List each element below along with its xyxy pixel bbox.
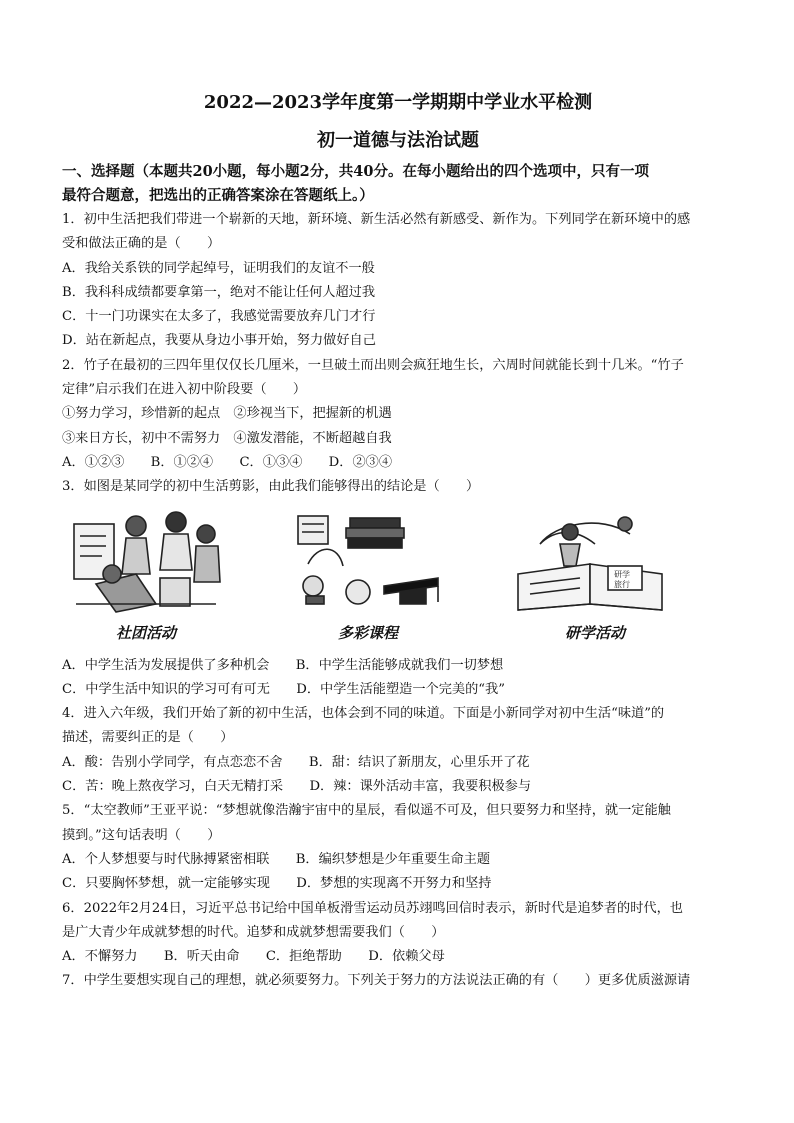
question-4	[62, 702, 734, 799]
section-heading	[62, 160, 734, 208]
club-activity-figure	[66, 504, 226, 654]
q1-option-a: A．我给关系铁的同学起绰号，证明我们的友谊不一般	[62, 260, 375, 276]
study-trip-figure	[510, 504, 670, 654]
question-3	[62, 475, 734, 702]
q2-choices: A．①②③ B．①②④ C．①③④ D．②③④	[62, 454, 393, 470]
q6-stem-line-1: 6．2022年2月24日，习近平总书记给中国单板滑雪运动员苏翊鸣回信时表示，新时代是追梦者的时代，也	[62, 900, 683, 916]
q1-stem-line-1: 1．初中生活把我们带进一个崭新的天地，新环境、新生活必然有新感受、新作为。下列同学在新环境中的感	[62, 212, 691, 227]
q4-options-cd: C．苦：晚上熬夜学习，白天无精打采 D．辣：课外活动丰富，我要积极参与	[62, 779, 532, 795]
courses-illustration	[288, 504, 448, 619]
q6-stem-line-2: 是广大青少年成就梦想的时代。追梦和成就梦想需要我们（ ）	[62, 924, 445, 940]
question-5	[62, 799, 734, 896]
courses-figure	[288, 504, 448, 654]
question-2	[62, 354, 734, 475]
q1-option-c: C．十一门功课实在太多了，我感觉需要放弃几门才行	[62, 309, 376, 325]
study-trip-book-label-1: 研学	[614, 569, 630, 579]
exam-title: 2022—2023学年度第一学期期中学业水平检测	[203, 92, 593, 113]
q2-stem-line-2: 定律”启示我们在进入初中阶段要（ ）	[62, 382, 307, 398]
q1-option-d: D．站在新起点，我要从身边小事开始，努力做好自己	[62, 333, 376, 349]
study-trip-illustration	[510, 504, 680, 619]
club-activity-caption: 社团活动	[115, 623, 176, 642]
q4-stem-line-2: 描述，需要纠正的是（ ）	[62, 730, 234, 746]
exam-subtitle: 初一道德与法治试题	[317, 130, 479, 151]
q1-option-b: B．我科科成绩都要拿第一，绝对不能让任何人超过我	[62, 284, 376, 300]
q4-options-ab: A．酸：告别小学同学，有点恋恋不舍 B．甜：结识了新朋友，心里乐开了花	[62, 754, 530, 770]
study-trip-caption: 研学活动	[564, 623, 625, 642]
q5-options-ab: A．个人梦想要与时代脉搏紧密相联 B．编织梦想是少年重要生命主题	[62, 851, 491, 867]
q5-stem-line-2: 摸到。”这句话表明（ ）	[62, 827, 221, 843]
q5-options-cd: C．只要胸怀梦想，就一定能够实现 D．梦想的实现离不开努力和坚持	[62, 876, 492, 892]
q3-options-cd: C．中学生活中知识的学习可有可无 D．中学生活能塑造一个完美的“我”	[62, 681, 505, 697]
study-trip-book-label-2: 旅行	[614, 579, 630, 589]
q1-stem-line-2: 受和做法正确的是（ ）	[62, 236, 221, 252]
club-activity-illustration	[66, 504, 226, 619]
exam-page	[62, 92, 734, 994]
question-1	[62, 208, 734, 354]
section-heading-line-1: 一、选择题（本题共20小题，每小题2分，共40分。在每小题给出的四个选项中，只有一项	[62, 163, 649, 180]
q3-stem: 3．如图是某同学的初中生活剪影，由此我们能够得出的结论是（ ）	[62, 479, 480, 495]
q4-stem-line-1: 4．进入六年级，我们开始了新的初中生活，也体会到不同的味道。下面是小新同学对初中生活“味道”的	[62, 706, 665, 722]
q3-figure-row	[62, 504, 734, 654]
q5-stem-line-1: 5．“太空教师”王亚平说：“梦想就像浩瀚宇宙中的星辰，看似遥不可及，但只要努力和坚持，就一定能触	[62, 803, 671, 819]
question-6	[62, 897, 734, 970]
q3-options-ab: A．中学生活为发展提供了多种机会 B．中学生活能够成就我们一切梦想	[62, 657, 504, 673]
q2-stem-line-1: 2．竹子在最初的三四年里仅仅长几厘米，一旦破土而出则会疯狂地生长，六周时间就能长到十几米。“竹子	[62, 357, 684, 373]
question-7	[62, 969, 734, 993]
section-heading-line-2: 最符合题意，把选出的正确答案涂在答题纸上。）	[62, 187, 374, 204]
q6-choices: A．不懈努力 B．听天由命 C．拒绝帮助 D．依赖父母	[62, 949, 445, 965]
q7-stem: 7．中学生要想实现自己的理想，就必须要努力。下列关于努力的方法说法正确的有（ ）更多优质滋源请	[62, 973, 691, 989]
q2-statements-2: ③来日方长，初中不需努力 ④激发潜能，不断超越自我	[62, 430, 392, 446]
courses-caption: 多彩课程	[337, 623, 398, 642]
q2-statements-1: ①努力学习，珍惜新的起点 ②珍视当下，把握新的机遇	[62, 406, 392, 422]
